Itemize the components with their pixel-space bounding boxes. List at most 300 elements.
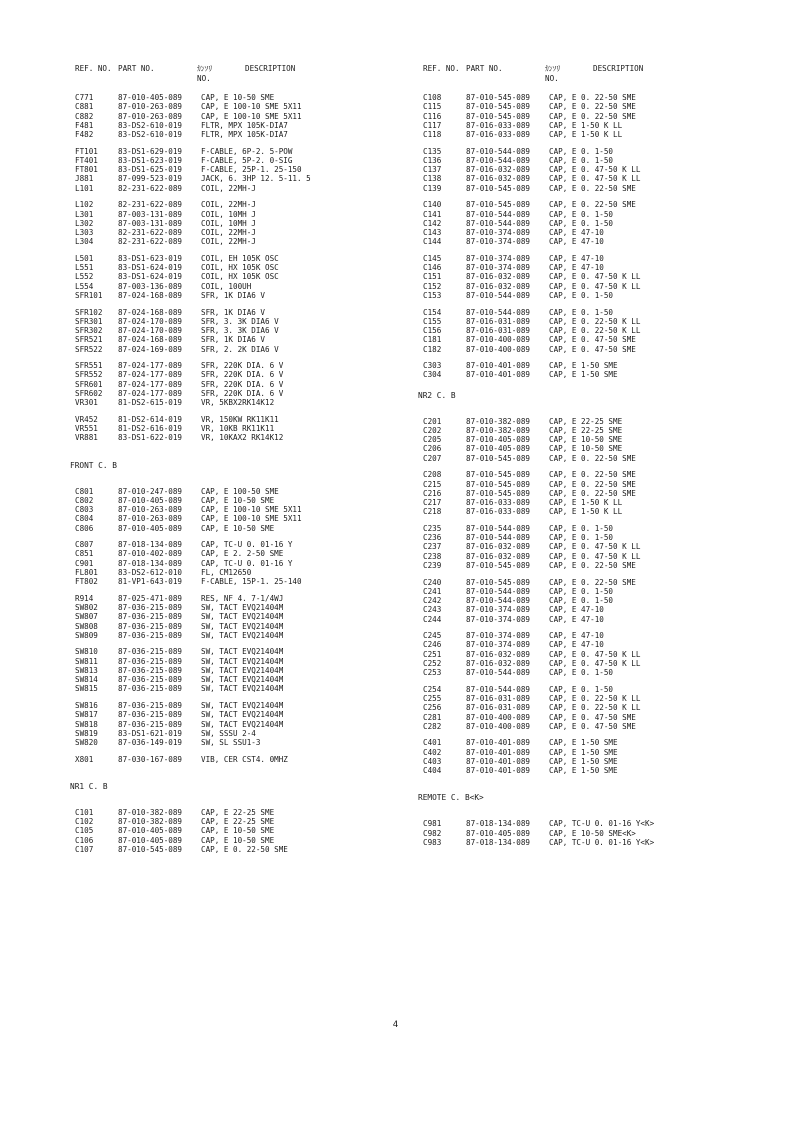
ref-no-cell: C282 [423, 721, 442, 731]
table-row [418, 121, 791, 130]
table-row [418, 426, 791, 435]
part-no-cell: 87-024-168-089 [118, 335, 183, 345]
parts-group [70, 647, 450, 693]
header-kanji: ｶﾝｿﾘ [197, 64, 213, 73]
part-no-cell: 87-016-031-089 [466, 316, 531, 326]
table-row [418, 444, 791, 453]
part-no-cell: 87-010-401-089 [466, 747, 531, 757]
ref-no-cell: C881 [75, 102, 94, 112]
table-row [418, 282, 791, 291]
part-no-cell: 83-DS2-610-019 [118, 120, 183, 130]
part-no-cell: 87-016-033-089 [466, 498, 531, 508]
description-cell: CAP, E 0. 1-50 [549, 209, 614, 219]
parts-group [418, 200, 791, 246]
parts-group [418, 685, 791, 731]
part-no-cell: 87-025-471-089 [118, 593, 183, 603]
description-cell: CAP, E 0. 47-50 K LL [549, 174, 641, 184]
part-no-cell: 87-010-405-089 [118, 495, 183, 505]
table-row [418, 184, 791, 193]
ref-no-cell: C140 [423, 200, 442, 210]
ref-no-cell: L303 [75, 228, 94, 238]
ref-no-cell: C105 [75, 826, 94, 836]
section-title: NR1 C. B [70, 781, 108, 791]
table-row [418, 748, 791, 757]
ref-no-cell: SFR602 [75, 388, 103, 398]
description-cell: SW, TACT EVQ21404M [201, 612, 284, 622]
ref-no-cell: SFR101 [75, 290, 103, 300]
table-row [418, 615, 791, 624]
ref-no-cell: SW811 [75, 656, 98, 666]
description-cell: SW, TACT EVQ21404M [201, 603, 284, 613]
part-no-cell: 87-010-405-089 [466, 828, 531, 838]
description-cell: CAP, E 1-50 SME [549, 747, 618, 757]
description-cell: CAP, E 1-50 SME [549, 766, 618, 776]
section-title: REMOTE C. B<K> [418, 793, 484, 803]
description-cell: SFR, 3. 3K DIA6 V [201, 316, 279, 326]
part-no-cell: 82-231-622-089 [118, 237, 183, 247]
part-no-cell: 87-003-131-089 [118, 218, 183, 228]
description-cell: CAP, E 0. 1-50 [549, 586, 614, 596]
table-row [418, 819, 791, 828]
table-row [70, 147, 450, 156]
description-cell: CAP, E 22-25 SME [549, 416, 623, 426]
parts-group [70, 755, 450, 764]
ref-no-cell: SW818 [75, 719, 98, 729]
table-row [70, 559, 450, 568]
part-no-cell: 87-010-374-089 [466, 631, 531, 641]
table-row [70, 156, 450, 165]
table-row [418, 766, 791, 775]
table-row [70, 622, 450, 631]
description-cell: CAP, E 1-50 SME [549, 738, 618, 748]
part-no-cell: 87-010-405-089 [118, 835, 183, 845]
ref-no-cell: SFR301 [75, 316, 103, 326]
part-no-cell: 87-010-401-089 [466, 738, 531, 748]
part-no-cell: 87-010-545-089 [466, 560, 531, 570]
description-cell: CAP, E 0. 1-50 [549, 290, 614, 300]
description-cell: SFR, 2. 2K DIA6 V [201, 344, 279, 354]
table-row [70, 398, 450, 407]
description-cell: SW, TACT EVQ21404M [201, 647, 284, 657]
part-no-cell: 87-010-374-089 [466, 605, 531, 615]
table-row [70, 826, 450, 835]
part-no-cell: 87-010-400-089 [466, 344, 531, 354]
table-row [70, 174, 450, 183]
parts-group [418, 93, 791, 139]
part-no-cell: 87-010-401-089 [466, 370, 531, 380]
ref-no-cell: C218 [423, 507, 442, 517]
part-no-cell: 81-DS2-615-019 [118, 398, 183, 408]
ref-no-cell: L552 [75, 272, 94, 282]
description-cell: CAP, E 100-10 SME 5X11 [201, 505, 302, 515]
ref-no-cell: C983 [423, 838, 442, 847]
description-cell: CAP, E 0. 47-50 K LL [549, 281, 641, 291]
part-no-cell: 81-VP1-643-019 [118, 577, 183, 587]
table-row [70, 657, 450, 666]
description-cell: CAP, TC-U 0. 01-16 Y<K> [549, 838, 655, 847]
description-cell: CAP, E 47-10 [549, 605, 604, 615]
description-cell: CAP, E 0. 22-50 SME [549, 102, 636, 112]
ref-no-cell: C802 [75, 495, 94, 505]
description-cell: SW, TACT EVQ21404M [201, 621, 284, 631]
description-cell: CAP, E 0. 22-50 SME [549, 470, 636, 480]
ref-no-cell: C256 [423, 703, 442, 713]
part-no-cell: 87-016-031-089 [466, 326, 531, 336]
part-no-cell: 81-DS2-614-019 [118, 414, 183, 424]
description-cell: CAP, E 0. 47-50 SME [549, 344, 636, 354]
ref-no-cell: C143 [423, 228, 442, 238]
part-no-cell: 87-003-136-089 [118, 281, 183, 291]
table-row [418, 596, 791, 605]
part-no-cell: 87-016-032-089 [466, 165, 531, 175]
description-cell: FLTR, MPX 105K-DIA7 [201, 120, 288, 130]
table-row [70, 549, 450, 558]
description-cell: CAP, E 0. 1-50 [549, 146, 614, 156]
ref-no-cell: SFR601 [75, 379, 103, 389]
part-no-cell: 87-016-032-089 [466, 542, 531, 552]
part-no-cell: 87-016-032-089 [466, 272, 531, 282]
description-cell: F-CABLE, 15P-1. 25-140 [201, 577, 302, 587]
table-row [418, 578, 791, 587]
table-row [418, 361, 791, 370]
part-no-cell: 87-010-545-089 [466, 93, 531, 102]
parts-group [70, 254, 450, 300]
description-cell: F-CABLE, 6P-2. 5-POW [201, 146, 293, 156]
part-no-cell: 87-016-032-089 [466, 174, 531, 184]
ref-no-cell: C108 [423, 93, 442, 102]
description-cell: CAP, E 0. 1-50 [549, 523, 614, 533]
description-cell: CAP, E 47-10 [549, 253, 604, 263]
ref-no-cell: C851 [75, 549, 94, 559]
description-cell: CAP, E 47-10 [549, 237, 604, 247]
ref-no-cell: SW819 [75, 728, 98, 738]
parts-group [418, 308, 791, 354]
table-row [418, 524, 791, 533]
table-row [418, 237, 791, 246]
table-row [418, 317, 791, 326]
ref-no-cell: C304 [423, 370, 442, 380]
description-cell: FL, CM12650 [201, 567, 252, 577]
header-kanji: ｶﾝｿﾘ [545, 64, 561, 73]
description-cell: CAP, E 0. 47-50 SME [549, 335, 636, 345]
table-row [418, 93, 791, 102]
part-no-cell: 87-010-401-089 [466, 756, 531, 766]
description-cell: F-CABLE, 25P-1. 25-150 [201, 165, 302, 175]
description-cell: CAP, E 0. 1-50 [549, 533, 614, 543]
description-cell: CAP, E 0. 47-50 K LL [549, 272, 641, 282]
section-title: NR2 C. B [418, 390, 456, 400]
description-cell: CAP, E 0. 22-50 K LL [549, 703, 641, 713]
part-no-cell: 87-010-544-089 [466, 155, 531, 165]
ref-no-cell: C252 [423, 658, 442, 668]
ref-no-cell: C401 [423, 738, 442, 748]
description-cell: CAP, E 0. 22-50 SME [549, 111, 636, 121]
ref-no-cell: VR881 [75, 433, 98, 443]
description-cell: CAP, E 1-50 K LL [549, 130, 623, 140]
part-no-cell: 87-010-374-089 [466, 263, 531, 273]
table-row [418, 156, 791, 165]
ref-no-cell: C241 [423, 586, 442, 596]
description-cell: SFR, 3. 3K DIA6 V [201, 326, 279, 336]
part-no-cell: 87-016-033-089 [466, 130, 531, 140]
description-cell: CAP, E 100-10 SME 5X11 [201, 514, 302, 524]
parts-group [70, 701, 450, 747]
table-row [418, 200, 791, 209]
description-cell: VR, 150KW RK11K11 [201, 414, 279, 424]
description-cell: CAP, E 22-25 SME [201, 807, 275, 817]
table-row [418, 738, 791, 747]
table-row [70, 487, 450, 496]
table-row [70, 568, 450, 577]
part-no-cell: 83-DS1-623-019 [118, 253, 183, 263]
table-row [70, 424, 450, 433]
description-cell: CAP, E 1-50 SME [549, 756, 618, 766]
part-no-cell: 87-099-523-019 [118, 174, 183, 184]
description-cell: CAP, E 0. 1-50 [549, 668, 614, 678]
ref-no-cell: C145 [423, 253, 442, 263]
ref-no-cell: C207 [423, 453, 442, 463]
table-row [70, 514, 450, 523]
part-no-cell: 87-024-170-089 [118, 316, 183, 326]
ref-no-cell: C235 [423, 523, 442, 533]
table-row [418, 254, 791, 263]
ref-no-cell: C238 [423, 551, 442, 561]
table-row [70, 577, 450, 586]
parts-group [418, 819, 791, 847]
table-row [418, 454, 791, 463]
ref-no-cell: X801 [75, 754, 94, 764]
description-cell: SFR, 220K DIA. 6 V [201, 361, 284, 371]
description-cell: SW, TACT EVQ21404M [201, 710, 284, 720]
ref-no-cell: C141 [423, 209, 442, 219]
ref-no-cell: VR301 [75, 398, 98, 408]
part-no-cell: 87-010-263-089 [118, 505, 183, 515]
description-cell: CAP, E 0. 22-50 SME [549, 560, 636, 570]
part-no-cell: 87-010-544-089 [466, 290, 531, 300]
description-cell: CAP, E 10-50 SME [549, 435, 623, 445]
description-cell: SFR, 220K DIA. 6 V [201, 370, 284, 380]
ref-no-cell: FL801 [75, 567, 98, 577]
parts-group [70, 361, 450, 407]
table-row [70, 738, 450, 747]
table-row [70, 808, 450, 817]
description-cell: SW, TACT EVQ21404M [201, 684, 284, 694]
table-row [418, 507, 791, 516]
table-row [70, 130, 450, 139]
description-cell: SW, TACT EVQ21404M [201, 719, 284, 729]
part-no-cell: 87-010-405-089 [118, 826, 183, 836]
ref-no-cell: C402 [423, 747, 442, 757]
description-cell: COIL, 22MH-J [201, 228, 256, 238]
table-row [70, 345, 450, 354]
part-no-cell: 87-024-170-089 [118, 326, 183, 336]
description-cell: FLTR, MPX 105K-DIA7 [201, 130, 288, 140]
ref-no-cell: C807 [75, 540, 94, 550]
ref-no-cell: C106 [75, 835, 94, 845]
ref-no-cell: C101 [75, 807, 94, 817]
description-cell: SFR, 1K DIA6 V [201, 307, 266, 317]
table-row [70, 308, 450, 317]
table-row [70, 817, 450, 829]
ref-no-cell: C137 [423, 165, 442, 175]
part-no-cell: 83-DS1-624-019 [118, 263, 183, 273]
description-cell: CAP, E 10-50 SME [201, 826, 275, 836]
ref-no-cell: C155 [423, 316, 442, 326]
ref-no-cell: F481 [75, 120, 94, 130]
header-ref-no: REF. NO. [423, 64, 460, 73]
table-row [418, 685, 791, 694]
ref-no-cell: SW807 [75, 612, 98, 622]
description-cell: CAP, E 0. 22-50 SME [549, 453, 636, 463]
parts-list [418, 93, 791, 855]
part-no-cell: 87-010-545-089 [466, 111, 531, 121]
ref-no-cell: C243 [423, 605, 442, 615]
ref-no-cell: C139 [423, 183, 442, 193]
table-row [418, 498, 791, 507]
description-cell: CAP, E 47-10 [549, 614, 604, 624]
part-no-cell: 87-010-544-089 [466, 668, 531, 678]
ref-no-cell: C771 [75, 93, 94, 102]
part-no-cell: 87-036-215-089 [118, 647, 183, 657]
part-no-cell: 87-010-263-089 [118, 102, 183, 112]
ref-no-cell: C138 [423, 174, 442, 184]
table-row [418, 174, 791, 183]
part-no-cell: 87-016-033-089 [466, 120, 531, 130]
part-no-cell: 87-010-545-089 [466, 488, 531, 498]
part-no-cell: 87-010-382-089 [466, 425, 531, 435]
part-no-cell: 87-016-031-089 [466, 703, 531, 713]
parts-group [418, 417, 791, 463]
part-no-cell: 87-010-545-089 [118, 845, 183, 854]
header-description: DESCRIPTION [593, 64, 644, 73]
part-no-cell: 83-DS1-624-019 [118, 272, 183, 282]
description-cell: CAP, E 10-50 SME [201, 835, 275, 845]
ref-no-cell: SFR551 [75, 361, 103, 371]
table-row [418, 640, 791, 649]
parts-group [70, 308, 450, 354]
description-cell: SFR, 220K DIA. 6 V [201, 379, 284, 389]
part-no-cell: 87-010-545-089 [466, 200, 531, 210]
table-row [70, 263, 450, 272]
ref-no-cell: SFR302 [75, 326, 103, 336]
ref-no-cell: L301 [75, 209, 94, 219]
ref-no-cell: SW820 [75, 738, 98, 748]
ref-no-cell: L554 [75, 281, 94, 291]
ref-no-cell: C236 [423, 533, 442, 543]
table-row [70, 254, 450, 263]
table-row [418, 228, 791, 237]
table-row [418, 561, 791, 570]
description-cell: CAP, E 100-10 SME 5X11 [201, 102, 302, 112]
ref-no-cell: L304 [75, 237, 94, 247]
part-no-cell: 87-016-033-089 [466, 507, 531, 517]
table-row [418, 668, 791, 677]
parts-group [418, 361, 791, 380]
part-no-cell: 87-010-382-089 [466, 416, 531, 426]
ref-no-cell: C142 [423, 218, 442, 228]
description-cell: COIL, EH 105K OSC [201, 253, 279, 263]
description-cell: CAP, E 22-25 SME [201, 817, 275, 827]
table-row [70, 710, 450, 719]
ref-no-cell: C303 [423, 361, 442, 371]
part-no-cell: 87-018-134-089 [118, 540, 183, 550]
description-cell: CAP, E 0. 22-50 SME [549, 183, 636, 193]
ref-no-cell: C253 [423, 668, 442, 678]
part-no-cell: 87-010-545-089 [466, 479, 531, 489]
table-row [418, 130, 791, 139]
part-no-cell: 87-010-544-089 [466, 596, 531, 606]
ref-no-cell: C182 [423, 344, 442, 354]
description-cell: CAP, E 0. 22-50 SME [549, 488, 636, 498]
description-cell: CAP, E 0. 1-50 [549, 596, 614, 606]
ref-no-cell: C107 [75, 845, 94, 854]
part-no-cell: 87-010-382-089 [118, 817, 183, 827]
parts-group [70, 93, 450, 139]
table-row [418, 165, 791, 174]
part-no-cell: 87-010-374-089 [466, 237, 531, 247]
ref-no-cell: C206 [423, 444, 442, 454]
ref-no-cell: C116 [423, 111, 442, 121]
description-cell: SFR, 1K DIA6 V [201, 335, 266, 345]
description-cell: COIL, 22MH-J [201, 200, 256, 210]
description-cell: CAP, E 0. 22-50 SME [201, 845, 288, 854]
parts-group [418, 578, 791, 624]
table-row [70, 326, 450, 335]
part-no-cell: 87-018-134-089 [118, 558, 183, 568]
header-part-no: PART NO. [466, 64, 503, 73]
ref-no-cell: J881 [75, 174, 94, 184]
table-row [418, 435, 791, 444]
ref-no-cell: C244 [423, 614, 442, 624]
description-cell: SFR, 1K DIA6 V [201, 290, 266, 300]
part-no-cell: 87-010-374-089 [466, 614, 531, 624]
ref-no-cell: C153 [423, 290, 442, 300]
description-cell: CAP, E 0. 47-50 SME [549, 712, 636, 722]
header-description: DESCRIPTION [245, 64, 296, 73]
description-cell: VR, 10KB RK11K11 [201, 424, 275, 434]
description-cell: CAP, E 10-50 SME [549, 444, 623, 454]
table-row [418, 605, 791, 614]
description-cell: CAP, E 0. 22-50 K LL [549, 326, 641, 336]
table-row [70, 675, 450, 684]
ref-no-cell: C181 [423, 335, 442, 345]
table-row [70, 200, 450, 209]
description-cell: SW, TACT EVQ21404M [201, 630, 284, 640]
part-no-cell: 87-010-405-089 [118, 523, 183, 533]
table-row [70, 370, 450, 379]
table-row [418, 587, 791, 596]
parts-group [70, 147, 450, 193]
table-row [70, 335, 450, 344]
description-cell: CAP, E 0. 47-50 SME [549, 721, 636, 731]
description-cell: CAP, E 10-50 SME<K> [549, 828, 636, 838]
table-row [70, 415, 450, 424]
part-no-cell: 87-036-215-089 [118, 621, 183, 631]
description-cell: COIL, HX 105K OSC [201, 263, 279, 273]
part-no-cell: 87-036-149-019 [118, 738, 183, 748]
part-no-cell: 87-010-263-089 [118, 111, 183, 121]
table-row [418, 659, 791, 668]
part-no-cell: 87-036-215-089 [118, 665, 183, 675]
ref-no-cell: C154 [423, 307, 442, 317]
ref-no-cell: SFR552 [75, 370, 103, 380]
table-row [70, 165, 450, 174]
ref-no-cell: C115 [423, 102, 442, 112]
description-cell: CAP, TC-U 0. 01-16 Y [201, 540, 293, 550]
ref-no-cell: C239 [423, 560, 442, 570]
part-no-cell: 87-010-544-089 [466, 307, 531, 317]
description-cell: CAP, E 0. 1-50 [549, 684, 614, 694]
